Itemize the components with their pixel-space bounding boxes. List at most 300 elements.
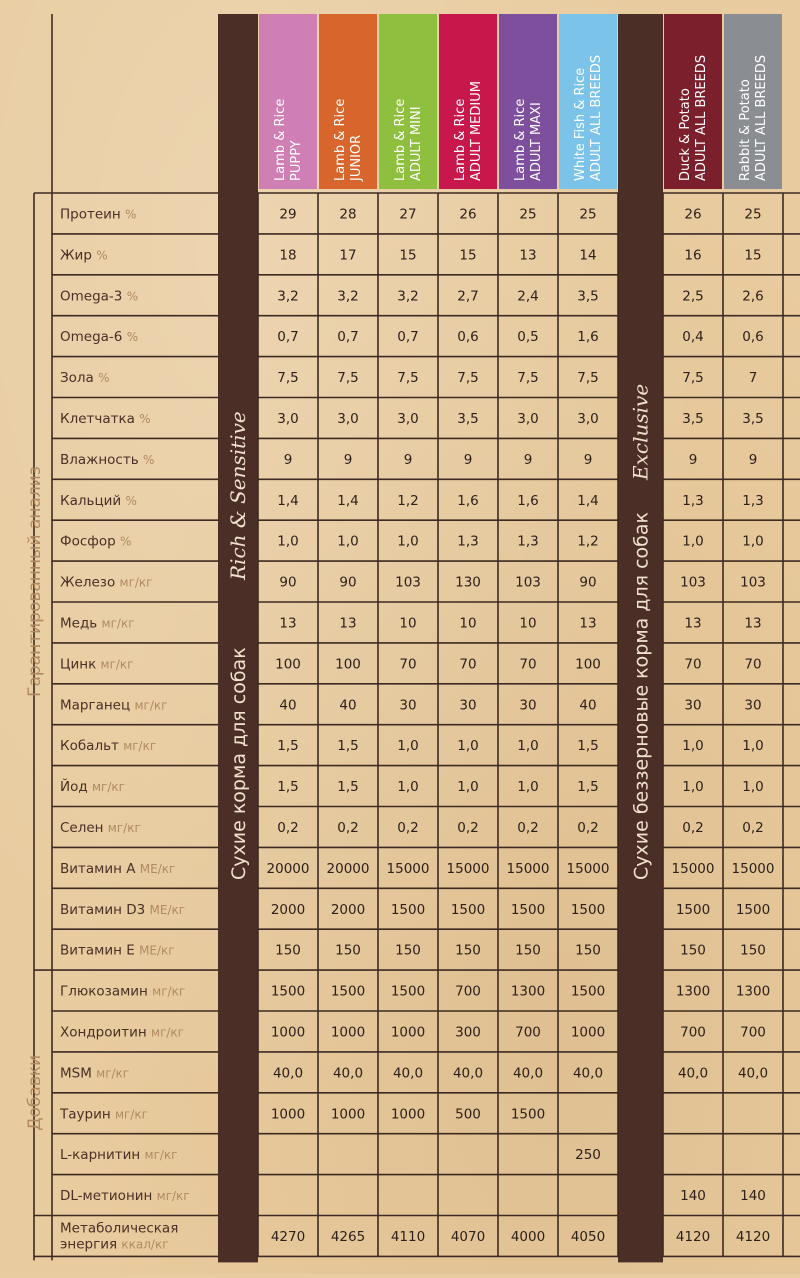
row-label <box>60 370 110 386</box>
table-cell: 9 <box>283 451 293 468</box>
table-cell: 14 <box>579 247 597 264</box>
table-cell: 20000 <box>266 860 310 877</box>
product-name-2: Lamb & Rice <box>333 98 348 181</box>
table-cell: 1,0 <box>277 533 299 550</box>
table-cell: 103 <box>680 574 706 591</box>
table-cell: 40,0 <box>272 1065 304 1082</box>
row-unit: % <box>125 493 137 508</box>
table-cell: 17 <box>339 247 357 264</box>
row-label <box>60 452 154 468</box>
table-cell: 3,5 <box>742 410 764 427</box>
band-left-caption: Сухие корма для собак <box>228 647 250 880</box>
row-unit: % <box>126 330 139 345</box>
table-cell: 1,3 <box>457 533 479 550</box>
table-cell: 13 <box>744 615 762 632</box>
table-cell: 1300 <box>735 983 771 1000</box>
product-header-1 <box>259 14 317 189</box>
product-name-7: Duck & Potato <box>678 88 693 181</box>
product-header-4 <box>439 14 497 189</box>
table-cell: 1000 <box>330 1024 366 1041</box>
table-cell: 27 <box>399 206 417 223</box>
table-cell: 0,2 <box>577 819 599 836</box>
table-cell: 103 <box>395 574 421 591</box>
table-cell: 90 <box>339 574 357 591</box>
table-cell: 140 <box>680 1188 706 1205</box>
table-cell: 700 <box>680 1024 706 1041</box>
table-cell: 1,0 <box>742 533 764 550</box>
row-label <box>60 493 137 509</box>
row-label-name: Йод <box>60 779 92 796</box>
table-cell: 1500 <box>450 901 486 918</box>
table-cell: 0,2 <box>517 819 539 836</box>
row-label <box>60 247 108 263</box>
table-cell: 4265 <box>330 1228 366 1245</box>
table-cell: 1300 <box>675 983 711 1000</box>
table-cell: 15000 <box>386 860 430 877</box>
row-label <box>60 1065 129 1081</box>
table-cell: 9 <box>748 451 758 468</box>
table-cell: 9 <box>523 451 533 468</box>
table-cell: 1000 <box>270 1024 306 1041</box>
table-cell: 4070 <box>450 1228 486 1245</box>
table-cell: 40,0 <box>452 1065 484 1082</box>
table-cell: 1,0 <box>457 779 479 796</box>
table-cell: 9 <box>583 451 593 468</box>
table-cell: 9 <box>463 451 473 468</box>
row-label-2 <box>60 1237 169 1253</box>
table-cell: 0,6 <box>457 329 479 346</box>
table-cell: 70 <box>399 656 417 673</box>
table-cell: 1,0 <box>397 779 419 796</box>
table-cell: 13 <box>579 615 597 632</box>
row-unit: ккал/кг <box>121 1237 169 1252</box>
table-cell: 300 <box>455 1024 481 1041</box>
row-label-name: L-карнитин <box>60 1147 145 1164</box>
row-label <box>60 861 175 877</box>
table-cell: 13 <box>684 615 702 632</box>
table-cell: 7,5 <box>337 370 359 387</box>
table-cell: 1300 <box>510 983 546 1000</box>
row-label-name: Протеин <box>60 206 126 223</box>
table-cell: 250 <box>575 1147 601 1164</box>
table-cell: 0,2 <box>457 819 479 836</box>
table-cell: 4270 <box>270 1228 306 1245</box>
table-cell: 1,5 <box>337 779 359 796</box>
row-unit: МЕ/кг <box>149 902 186 917</box>
table-cell: 3,0 <box>517 410 539 427</box>
row-label <box>60 288 138 304</box>
table-cell: 100 <box>275 656 301 673</box>
row-label <box>60 1188 190 1204</box>
table-cell: 9 <box>688 451 698 468</box>
table-cell: 15000 <box>731 860 775 877</box>
table-cell: 150 <box>335 942 361 959</box>
row-label <box>60 411 151 427</box>
table-cell: 4110 <box>390 1228 426 1245</box>
table-cell: 40,0 <box>512 1065 544 1082</box>
table-cell: 90 <box>579 574 597 591</box>
table-cell: 1,3 <box>517 533 539 550</box>
table-cell: 20000 <box>326 860 370 877</box>
row-unit: мг/кг <box>107 820 141 835</box>
row-unit: МЕ/кг <box>139 943 175 958</box>
row-label-name: Таурин <box>60 1106 115 1123</box>
row-label-name: DL-метионин <box>60 1188 157 1205</box>
row-label-name: Omega-6 <box>60 329 127 346</box>
row-label-name: Фосфор <box>60 533 120 550</box>
table-cell: 4120 <box>675 1228 711 1245</box>
row-unit: % <box>139 411 151 426</box>
table-cell: 1,6 <box>457 492 479 509</box>
row-label-name: Витамин D3 <box>60 901 150 918</box>
table-cell: 1,2 <box>577 533 599 550</box>
table-cell: 70 <box>684 656 702 673</box>
table-cell: 3,0 <box>337 410 359 427</box>
table-cell: 1000 <box>390 1024 426 1041</box>
table-cell: 0,2 <box>682 819 704 836</box>
table-cell: 25 <box>519 206 537 223</box>
table-cell: 150 <box>275 942 301 959</box>
row-label-name: Клетчатка <box>60 410 140 427</box>
table-cell: 13 <box>279 615 297 632</box>
table-cell: 15000 <box>446 860 490 877</box>
table-cell: 18 <box>279 247 297 264</box>
table-cell: 7,5 <box>517 370 539 387</box>
row-label: Метаболическая <box>60 1220 179 1237</box>
table-cell: 7,5 <box>397 370 419 387</box>
table-cell: 70 <box>519 656 537 673</box>
table-cell: 1500 <box>675 901 711 918</box>
table-cell: 15 <box>459 247 477 264</box>
row-label-name: Цинк <box>60 656 101 673</box>
table-cell: 40,0 <box>392 1065 424 1082</box>
table-cell: 150 <box>395 942 421 959</box>
row-unit: мг/кг <box>134 698 168 713</box>
table-cell: 140 <box>740 1188 766 1205</box>
table-cell: 30 <box>399 697 417 714</box>
table-cell: 2,5 <box>682 288 704 305</box>
table-cell: 15 <box>744 247 762 264</box>
product-variant-6: ADULT ALL BREEDS <box>589 54 604 181</box>
table-cell: 1,0 <box>682 779 704 796</box>
product-name-1: Lamb & Rice <box>273 98 288 181</box>
row-label <box>60 820 141 836</box>
row-label-name: Кальций <box>60 492 126 509</box>
row-label-name: Марганец <box>60 697 135 714</box>
table-cell: 1,6 <box>517 492 539 509</box>
band-right-brand: Exclusive <box>628 383 653 480</box>
table-cell: 1500 <box>390 983 426 1000</box>
product-header-5 <box>499 14 557 189</box>
row-label-name: Кобальт <box>60 738 124 755</box>
table-cell: 150 <box>680 942 706 959</box>
table-cell: 25 <box>579 206 597 223</box>
table-cell: 15000 <box>566 860 610 877</box>
table-cell: 15 <box>399 247 417 264</box>
table-cell: 1,5 <box>577 779 599 796</box>
row-unit: мг/кг <box>96 1066 130 1081</box>
table-cell: 150 <box>575 942 601 959</box>
row-label-name: Жир <box>60 247 97 264</box>
table-cell: 30 <box>519 697 537 714</box>
table-cell: 1,0 <box>457 738 479 755</box>
table-cell: 40 <box>579 697 597 714</box>
table-cell: 0,2 <box>277 819 299 836</box>
band-right-caption: Сухие беззерновые корма для собак <box>630 511 653 880</box>
table-cell: 40 <box>339 697 357 714</box>
table-cell: 1500 <box>735 901 771 918</box>
table-cell: 1000 <box>390 1106 426 1123</box>
table-cell: 1500 <box>570 983 606 1000</box>
table-cell: 0,6 <box>742 329 764 346</box>
row-unit: % <box>98 371 110 386</box>
table-cell: 7,5 <box>457 370 479 387</box>
product-name-5: Lamb & Rice <box>513 98 528 181</box>
table-cell: 1,3 <box>682 492 704 509</box>
row-label <box>60 1147 177 1163</box>
table-cell: 1,4 <box>277 492 299 509</box>
table-cell: 1000 <box>270 1106 306 1123</box>
table-cell: 0,2 <box>397 819 419 836</box>
product-name-3: Lamb & Rice <box>393 98 408 181</box>
product-variant-2: JUNIOR <box>349 134 364 181</box>
table-cell: 30 <box>744 697 762 714</box>
table-cell: 3,5 <box>577 288 599 305</box>
row-label <box>60 575 152 591</box>
table-cell: 700 <box>740 1024 766 1041</box>
row-label <box>60 615 135 631</box>
table-cell: 1000 <box>570 1024 606 1041</box>
table-cell: 26 <box>684 206 702 223</box>
table-cell: 130 <box>455 574 481 591</box>
product-variant-7: ADULT ALL BREEDS <box>694 54 709 181</box>
table-cell: 9 <box>343 451 353 468</box>
table-cell: 0,5 <box>517 329 539 346</box>
table-cell: 15000 <box>671 860 715 877</box>
row-label-name: Медь <box>60 615 102 632</box>
table-cell: 1,3 <box>742 492 764 509</box>
row-unit: мг/кг <box>91 780 125 795</box>
row-label <box>60 534 131 550</box>
table-cell: 40 <box>279 697 297 714</box>
product-header-3 <box>379 14 437 189</box>
row-unit: мг/кг <box>114 1107 148 1122</box>
table-cell: 9 <box>403 451 413 468</box>
product-name-8: Rabbit & Potato <box>738 79 753 181</box>
row-label-name: Зола <box>60 370 99 387</box>
table-cell: 1,6 <box>577 329 599 346</box>
table-cell: 1500 <box>270 983 306 1000</box>
table-cell: 1,0 <box>682 738 704 755</box>
table-cell: 3,5 <box>457 410 479 427</box>
row-label <box>60 1024 184 1040</box>
table-cell: 1,0 <box>397 738 419 755</box>
table-cell: 10 <box>399 615 417 632</box>
table-cell: 3,2 <box>277 288 299 305</box>
table-cell: 90 <box>279 574 297 591</box>
table-cell: 16 <box>684 247 702 264</box>
table-cell: 40,0 <box>677 1065 709 1082</box>
group-label-analysis: Гарантированный анализ <box>25 466 45 697</box>
table-cell: 100 <box>575 656 601 673</box>
row-unit: мг/кг <box>101 616 135 631</box>
table-cell: 4000 <box>510 1228 546 1245</box>
row-unit: % <box>119 534 132 549</box>
table-cell: 15000 <box>506 860 550 877</box>
row-label-name: Влажность <box>60 451 143 468</box>
table-cell: 1000 <box>330 1106 366 1123</box>
row-unit: мг/кг <box>119 575 153 590</box>
product-variant-3: ADULT MINI <box>409 106 424 181</box>
band-left <box>218 14 258 1262</box>
table-cell: 7,5 <box>577 370 599 387</box>
table-cell: 103 <box>740 574 766 591</box>
table-cell: 70 <box>744 656 762 673</box>
table-cell: 3,2 <box>337 288 359 305</box>
table-cell: 1,5 <box>577 738 599 755</box>
product-variant-1: PUPPY <box>289 140 304 181</box>
table-cell: 40,0 <box>737 1065 769 1082</box>
table-cell: 1500 <box>390 901 426 918</box>
product-variant-5: ADULT MAXI <box>529 102 544 181</box>
product-header-7 <box>664 14 722 189</box>
row-label-name: Витамин A <box>60 860 140 877</box>
row-label-name: Хондроитин <box>60 1024 152 1041</box>
table-cell: 13 <box>519 247 537 264</box>
table-cell: 1,0 <box>682 533 704 550</box>
row-unit: мг/кг <box>123 739 157 754</box>
row-label-name: Глюкозамин <box>60 983 153 1000</box>
row-unit: мг/кг <box>100 657 134 672</box>
product-name-4: Lamb & Rice <box>453 98 468 181</box>
table-cell: 2000 <box>330 901 366 918</box>
table-cell: 3,0 <box>397 410 419 427</box>
row-unit: % <box>96 248 108 263</box>
table-cell: 40,0 <box>332 1065 364 1082</box>
row-label <box>60 777 125 795</box>
table-cell: 2,6 <box>742 288 764 305</box>
table-cell: 3,2 <box>397 288 419 305</box>
row-unit: % <box>125 207 137 222</box>
table-cell: 4120 <box>735 1228 771 1245</box>
table-cell: 26 <box>459 206 477 223</box>
row-unit: мг/кг <box>152 984 186 999</box>
table-cell: 1500 <box>510 1106 546 1123</box>
table-cell: 500 <box>455 1106 481 1123</box>
table-cell: 3,0 <box>277 410 299 427</box>
table-cell: 1,5 <box>277 738 299 755</box>
row-label-name: MSM <box>60 1065 97 1082</box>
row-label <box>59 1106 148 1122</box>
table-cell: 13 <box>339 615 357 632</box>
table-cell: 0,2 <box>337 819 359 836</box>
table-cell: 0,7 <box>337 329 359 346</box>
table-cell: 1500 <box>330 983 366 1000</box>
row-unit: мг/кг <box>144 1148 178 1163</box>
table-cell: 150 <box>740 942 766 959</box>
table-cell: 3,0 <box>577 410 599 427</box>
table-cell: 700 <box>515 1024 541 1041</box>
row-label-name: Витамин E <box>60 942 140 959</box>
table-cell: 0,4 <box>682 329 704 346</box>
table-cell: 0,7 <box>397 329 419 346</box>
row-label <box>60 206 136 222</box>
table-cell: 28 <box>339 206 357 223</box>
product-variant-4: ADULT MEDIUM <box>469 81 484 181</box>
table-cell: 1,0 <box>517 738 539 755</box>
row-label-name: Селен <box>60 819 108 836</box>
row-label <box>60 902 185 918</box>
table-cell: 70 <box>459 656 477 673</box>
table-cell: 0,7 <box>277 329 299 346</box>
table-cell: 29 <box>279 206 297 223</box>
table-cell: 100 <box>335 656 361 673</box>
table-cell: 2,4 <box>517 288 539 305</box>
table-cell: 40,0 <box>572 1065 604 1082</box>
table-cell: 700 <box>455 983 481 1000</box>
table-cell: 1500 <box>570 901 606 918</box>
table-cell: 1,5 <box>337 738 359 755</box>
table-cell: 2000 <box>270 901 306 918</box>
table-cell: 2,7 <box>457 288 479 305</box>
row-unit: % <box>142 452 155 467</box>
row-unit: МЕ/кг <box>139 861 176 876</box>
table-cell: 7 <box>748 370 758 387</box>
table-cell: 1,0 <box>337 533 359 550</box>
product-header-8 <box>724 14 782 189</box>
row-label <box>60 943 175 959</box>
table-cell: 1,4 <box>577 492 599 509</box>
table-cell: 150 <box>515 942 541 959</box>
table-cell: 1,0 <box>397 533 419 550</box>
table-cell: 10 <box>519 615 537 632</box>
row-label-name2: энергия <box>60 1236 122 1253</box>
table-cell: 7,5 <box>277 370 299 387</box>
table-cell: 150 <box>455 942 481 959</box>
table-cell: 103 <box>515 574 541 591</box>
row-label-name: Omega-3 <box>60 288 127 305</box>
table-cell: 3,5 <box>682 410 704 427</box>
table-cell: 30 <box>684 697 702 714</box>
row-label <box>60 656 133 672</box>
table-cell: 1,0 <box>742 738 764 755</box>
table-cell: 1,0 <box>742 779 764 796</box>
table-cell: 1,2 <box>397 492 419 509</box>
product-header-2 <box>319 14 377 189</box>
group-label-additives: Добавки <box>25 1054 45 1131</box>
table-cell: 4050 <box>570 1228 606 1245</box>
table-cell: 1,4 <box>337 492 359 509</box>
product-variant-8: ADULT ALL BREEDS <box>754 54 769 181</box>
row-unit: мг/кг <box>156 1189 190 1204</box>
row-unit: % <box>126 289 139 304</box>
product-header-6 <box>559 14 617 189</box>
product-name-6: White Fish & Rice <box>573 67 588 181</box>
band-left-brand: Rich & Sensitive <box>226 411 250 580</box>
table-cell: 10 <box>459 615 477 632</box>
row-label-name: Железо <box>60 574 120 591</box>
table-cell: 1500 <box>510 901 546 918</box>
row-label <box>60 697 167 713</box>
table-cell: 0,2 <box>742 819 764 836</box>
table-cell: 1,5 <box>277 779 299 796</box>
row-label <box>60 738 156 754</box>
row-label <box>60 329 138 345</box>
table-cell: 30 <box>459 697 477 714</box>
row-label <box>60 984 185 1000</box>
table-cell: 1,0 <box>517 779 539 796</box>
row-unit: мг/кг <box>151 1025 184 1040</box>
